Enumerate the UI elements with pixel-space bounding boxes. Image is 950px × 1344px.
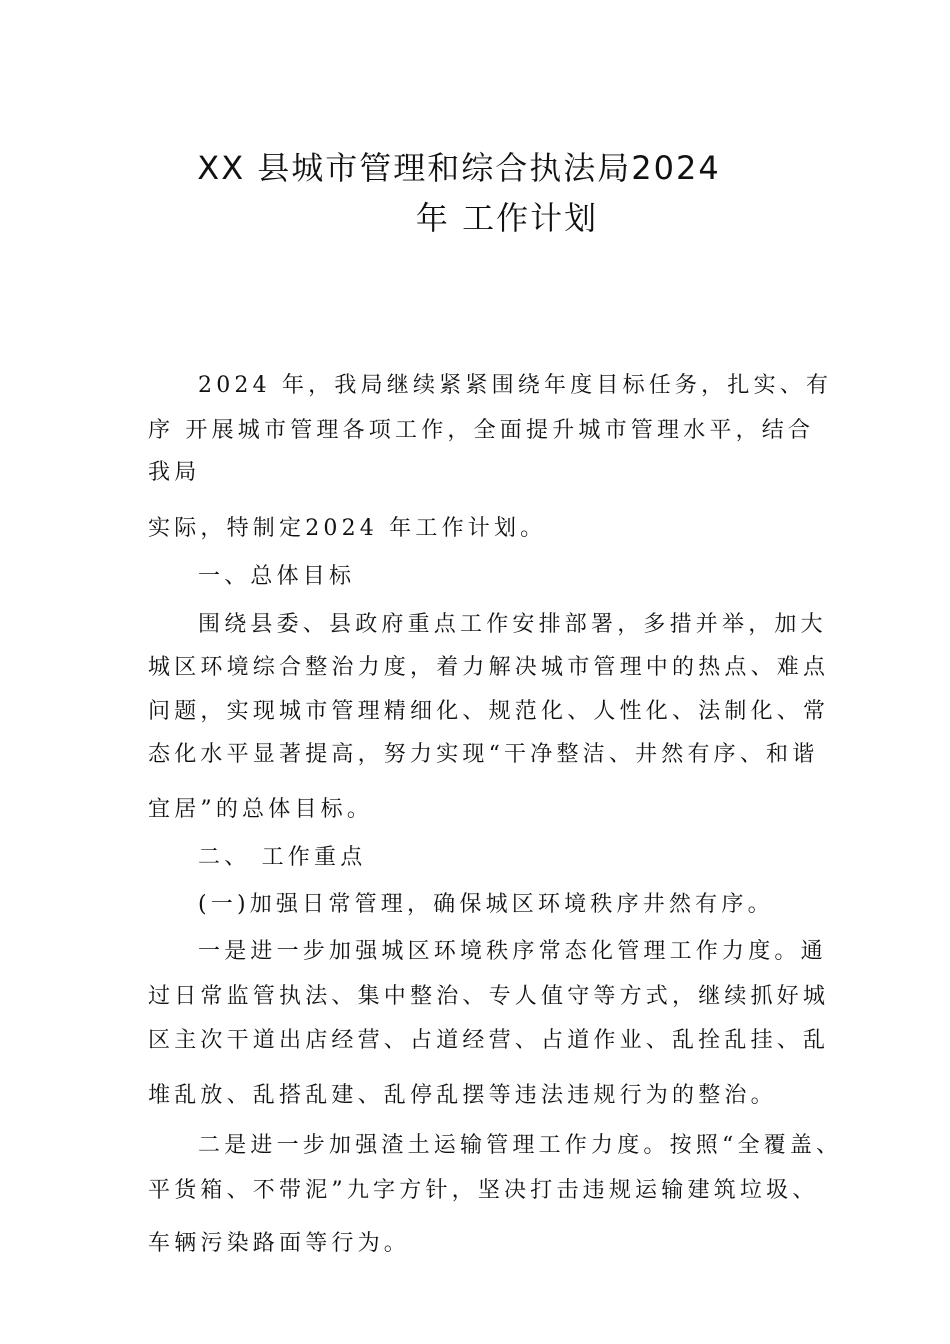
- body-line: 实际，特制定2024 年工作计划。: [148, 516, 547, 541]
- body-line: 围绕县委、县政府重点工作安排部署，多措并举，加大: [198, 612, 827, 637]
- body-line: 宜居”的总体目标。: [148, 797, 374, 822]
- section-heading: 一、总体目标: [198, 564, 356, 589]
- body-line: 2024 年，我局继续紧紧围绕年度目标任务，扎实、有: [198, 373, 833, 398]
- body-line: 堆乱放、乱搭乱建、乱停乱摆等违法违规行为的整治。: [148, 1083, 777, 1108]
- section-heading: 二、 工作重点: [198, 845, 367, 870]
- body-line: 二是进一步加强渣土运输管理工作力度。按照“全覆盖、: [198, 1133, 843, 1158]
- body-line: 车辆污染路面等行为。: [148, 1231, 411, 1256]
- body-line: 我局: [148, 460, 201, 485]
- body-line: 区主次干道出店经营、占道经营、占道作业、乱拴乱挂、乱: [148, 1028, 830, 1053]
- body-line: 平货箱、不带泥”九字方针，坚决打击违规运输建筑垃圾、: [148, 1178, 819, 1203]
- body-line: 城区环境综合整治力度，着力解决城市管理中的热点、难点: [148, 655, 830, 680]
- document-title-line-2: 年 工作计划: [415, 199, 599, 237]
- body-line: 一是进一步加强城区环境秩序常态化管理工作力度。通: [198, 939, 827, 964]
- subsection-heading: (一)加强日常管理，确保城区环境秩序井然有序。: [198, 892, 774, 917]
- body-line: 过日常监管执法、集中整治、专人值守等方式，继续抓好城: [148, 984, 830, 1009]
- document-title-line-1: XX 县城市管理和综合执法局2024: [197, 149, 721, 187]
- body-line: 序 开展城市管理各项工作，全面提升城市管理水平，结合: [148, 418, 815, 443]
- body-line: 问题，实现城市管理精细化、规范化、人性化、法制化、常: [148, 699, 830, 724]
- body-line: 态化水平显著提高，努力实现“干净整洁、井然有序、和谐: [148, 742, 819, 767]
